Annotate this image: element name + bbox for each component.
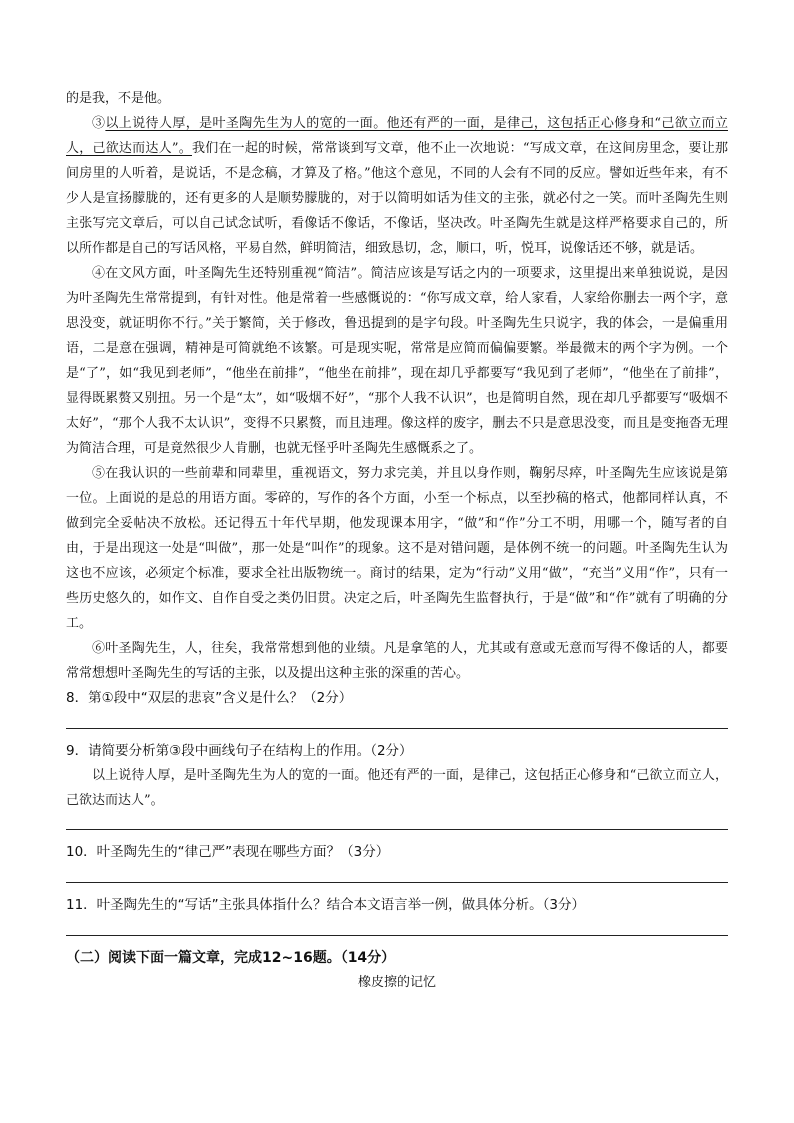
question-10: 10．叶圣陶先生的“律己严”表现在哪些方面？（3分） (66, 844, 390, 860)
section-2-title: （二）阅读下面一篇文章，完成12~16题。（14分） (66, 950, 396, 966)
question-8: 8．第①段中“双层的悲哀”含义是什么？（2分） (66, 690, 353, 706)
answer-line-q8[interactable] (66, 728, 728, 729)
passage-paragraph-2-end: 的是我，不是他。 (66, 91, 171, 106)
passage-paragraph-4: ④在文风方面，叶圣陶先生还特别重视“简洁”。简洁应该是写话之内的一项要求，这里提出来单独说说，是因为叶圣陶先生常常提到，有针对性。他是常着一些感慨说的：“你写成文章，给人家看，人家给你删去一两个字，意思没变，就证明你不行。”关于繁简，关于修改，鲁迅提到的是字句段。叶圣陶先生只说字，我的体会，一是偏重用语，二是意在强调，精神是可简就绝不该繁。可是现实呢，常常是应简而偏偏要繁。举最微末的两个字为例。一个是“了”，如“我见到老师”，“他坐在前排”，“他坐在前排”，现在却几乎都要写“我见到了老师”，“他坐在了前排”，显得既累赘又别扭。另一个是“太”，如“吸烟不好”，“那个人我不认识”，也是简明自然，现在却几乎都要写“吸烟不太好”，“那个人我不太认识”，变得不只累赘，而且违理。像这样的废字，删去不只是意思没变，而且是变拖沓无理为简洁合理，可是竟然很少人肯删，也就无怪乎叶圣陶先生感慨系之了。 (66, 266, 728, 456)
question-11: 11．叶圣陶先生的“写话”主张具体指什么？结合本文语言举一例，做具体分析。（3分） (66, 897, 586, 913)
paragraph-3-body: 我们在一起的时候，常常谈到写文章，他不止一次地说：“写成文章，在这间房里念，要让那间房里的人听着，是说话，不是念稿，才算及了格。”他这个意见，不同的人会有不同的反应。譬如近些年来，有不少人是宣扬朦胧的，还有更多的人是顺势朦胧的，对于以简明如话为佳文的主张，就必付之一笑。而叶圣陶先生则主张写完文章后，可以自己试念试听，看像话不像话，不像话，坚决改。叶圣陶先生就是这样严格要求自己的，所以所作都是自己的写话风格，平易自然，鲜明简洁，细致恳切，念，顺口，听，悦耳，说像话还不够，就是话。 (66, 141, 728, 256)
question-9-quote: 以上说待人厚，是叶圣陶先生为人的宽的一面。他还有严的一面，是律己，这包括正心修身和“己欲立而立人，己欲达而达人”。 (66, 768, 728, 808)
passage-paragraph-3 (66, 111, 728, 261)
answer-line-q11[interactable] (66, 935, 728, 936)
exam-page (66, 86, 728, 994)
answer-line-q9[interactable] (66, 829, 728, 830)
article-title: 橡皮擦的记忆 (357, 975, 436, 990)
underlined-sentence: 以上说待人厚，是叶圣陶先生为人的宽的一面。他还有严的一面，是律己，这包括正心修身和“己欲立而立人，己欲达而达人”。 (66, 116, 728, 156)
answer-line-q10[interactable] (66, 882, 728, 883)
paragraph-marker: ③ (92, 116, 106, 131)
passage-paragraph-5: ⑤在我认识的一些前辈和同辈里，重视语文，努力求完美，并且以身作则，鞠躬尽瘁，叶圣陶先生应该说是第一位。上面说的是总的用语方面。零碎的，写作的各个方面，小至一个标点，以至抄稿的格式，他都同样认真，不做到完全妥帖决不放松。还记得五十年代早期，他发现课本用字，“做”和“作”分工不明，用哪一个，随写者的自由，于是出现这一处是“叫做”，那一处是“叫作”的现象。这不是对错问题，是体例不统一的问题。叶圣陶先生认为这也不应该，必须定个标准，要求全社出版物统一。商讨的结果，定为“行动”义用“做”，“充当”义用“作”，只有一些历史悠久的，如作文、自作自受之类仍旧贯。决定之后，叶圣陶先生监督执行，于是“做”和“作”就有了明确的分工。 (66, 466, 728, 631)
question-9: 9．请简要分析第③段中画线句子在结构上的作用。（2分） (66, 743, 413, 759)
passage-paragraph-6: ⑥叶圣陶先生，人，往矣，我常常想到他的业绩。凡是拿笔的人，尤其或有意或无意而写得不像话的人，都要常常想想叶圣陶先生的写话的主张，以及提出这种主张的深重的苦心。 (66, 641, 728, 681)
